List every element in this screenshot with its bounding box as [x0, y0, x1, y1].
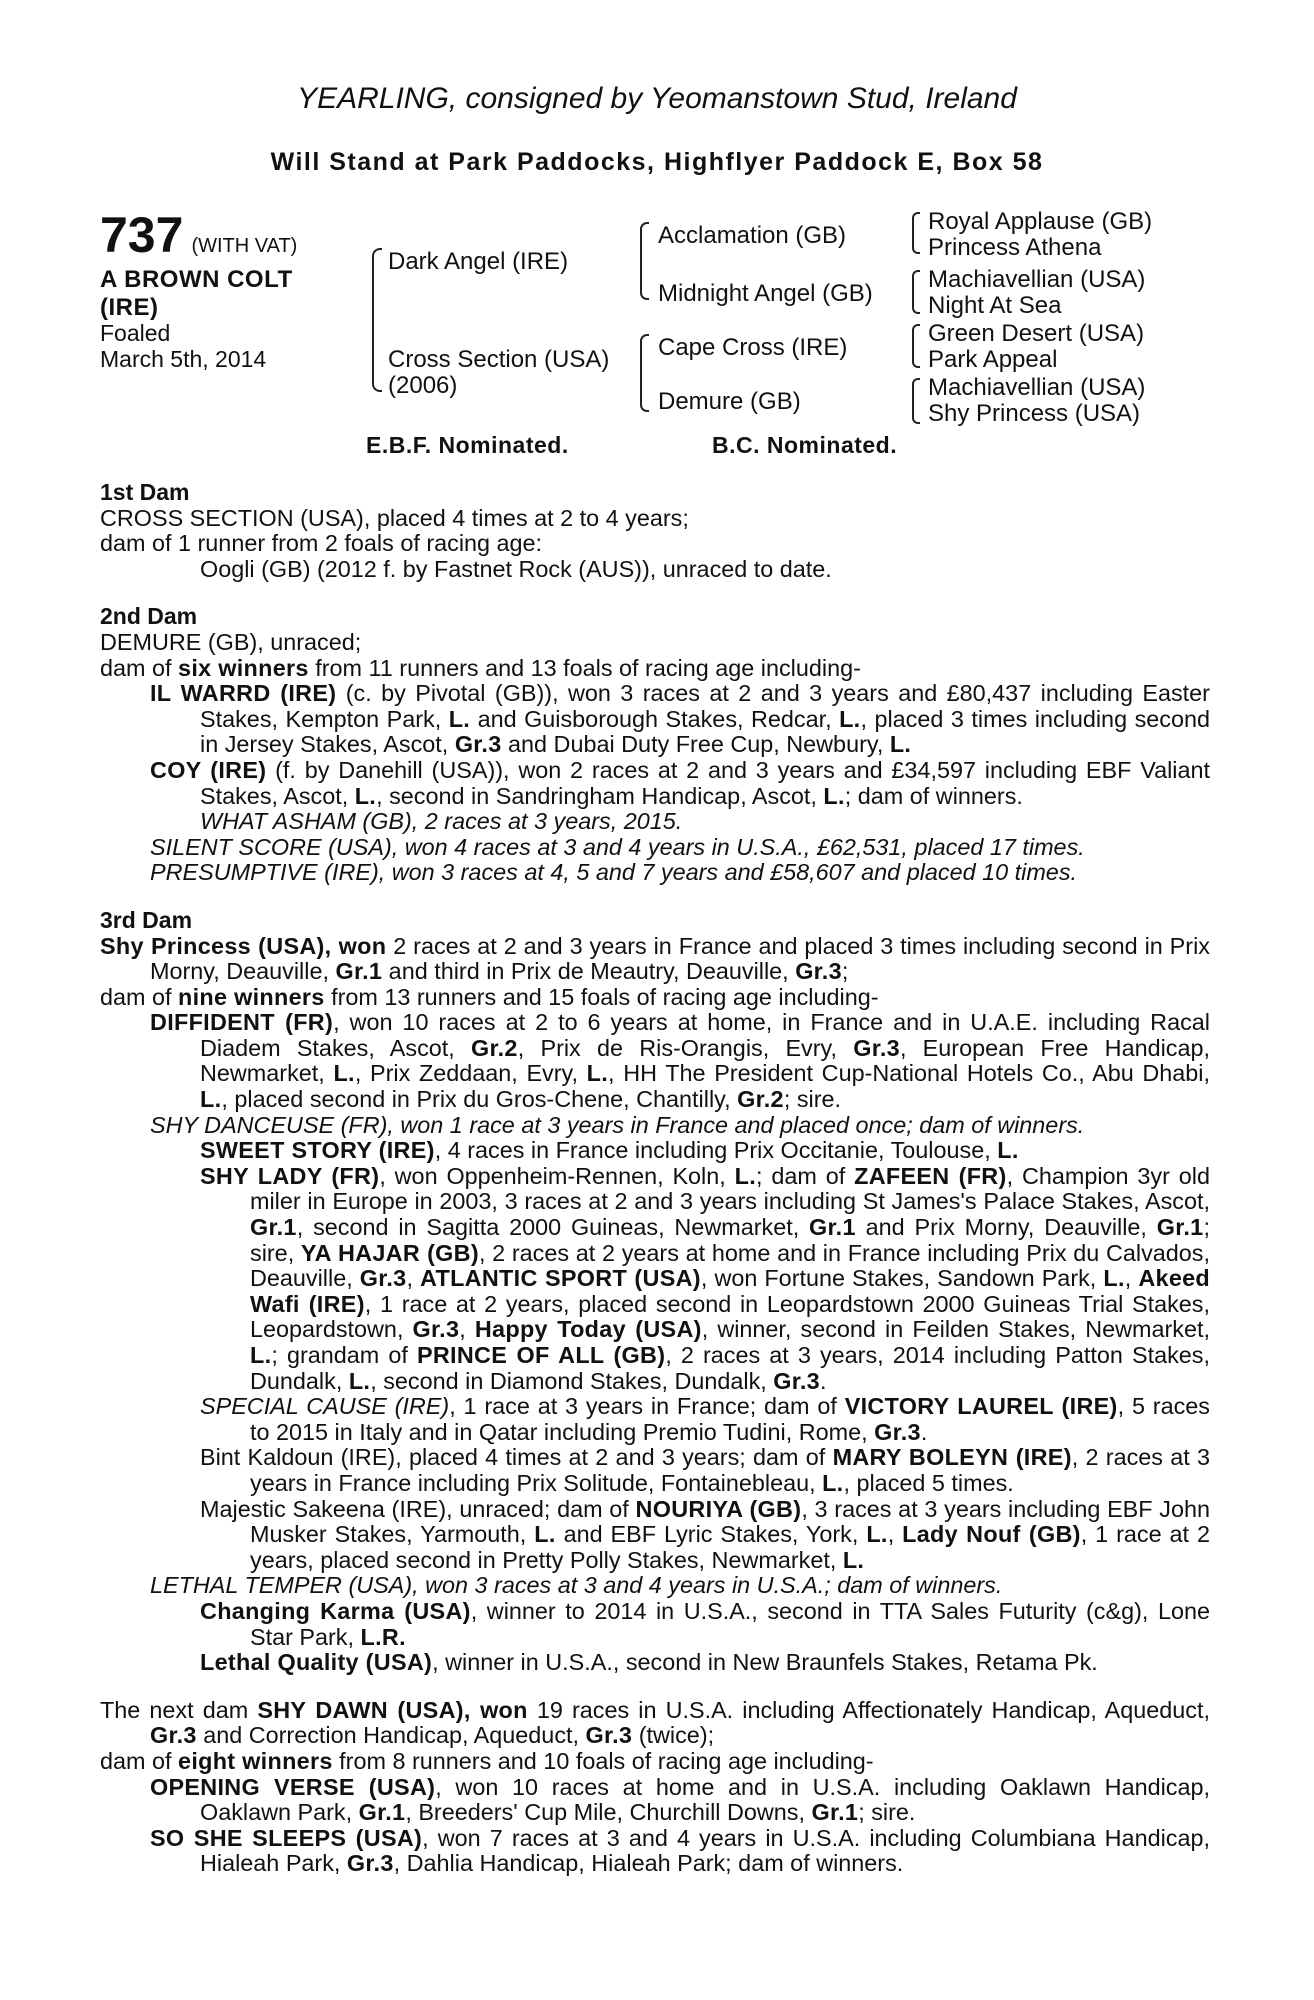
- pedigree-brace-g4: [912, 378, 920, 424]
- pedigree-gg-7: Machiavellian (USA): [928, 374, 1146, 401]
- third-dam-heading: 3rd Dam: [100, 906, 193, 933]
- first-dam-produce-line: dam of 1 runner from 2 foals of racing age:: [100, 530, 543, 557]
- produce-opening-verse: OPENING VERSE (USA), won 10 races at home and in U.S.A. including Oaklawn Handicap, Oaklawn Park, Gr.1, Breeders' Cup Mile, Churchill Downs, Gr.1; sire.: [150, 1773, 1210, 1826]
- next-dam-produce-line: dam of eight winners from 8 runners and 10 foals of racing age including-: [100, 1747, 874, 1774]
- catalogue-body: [100, 480, 1210, 1877]
- pedigree-dam-dam: Demure (GB): [658, 388, 801, 415]
- pedigree-dam-sire: Cape Cross (IRE): [658, 334, 848, 361]
- pedigree-brace-g2: [912, 270, 920, 314]
- produce-il-warrd: IL WARRD (IRE) (c. by Pivotal (GB)), won 3 races at 2 and 3 years and £80,437 including Easter Stakes, Kempton Park, L. and Guisborough Stakes, Redcar, L., placed 3 times including second in Jersey Stakes, Ascot, Gr.3 and Dubai Duty Free Cup, Newbury, L.: [150, 680, 1210, 758]
- pedigree-gg-4: Night At Sea: [928, 292, 1062, 319]
- lot-number: [100, 206, 297, 264]
- produce-silent-score: SILENT SCORE (USA), won 4 races at 3 and 4 years in U.S.A., £62,531, placed 17 times.: [150, 833, 1085, 860]
- first-dam-heading: 1st Dam: [100, 479, 190, 505]
- bc-nominated: B.C. Nominated.: [712, 432, 898, 458]
- pedigree-sire-dam: Midnight Angel (GB): [658, 280, 873, 307]
- produce-lethal-quality: Lethal Quality (USA), winner in U.S.A., second in New Braunfels Stakes, Retama Pk.: [200, 1649, 1098, 1676]
- produce-so-she-sleeps: SO SHE SLEEPS (USA), won 7 races at 3 and 4 years in U.S.A. including Columbiana Handicap, Hialeah Park, Gr.3, Dahlia Handicap, Hialeah Park; dam of winners.: [150, 1824, 1210, 1877]
- lot-description-country: (IRE): [100, 294, 159, 321]
- pedigree-brace-main: [372, 248, 382, 392]
- pedigree-sire-sire: Acclamation (GB): [658, 222, 847, 249]
- produce-lethal-temper: LETHAL TEMPER (USA), won 3 races at 3 and 4 years in U.S.A.; dam of winners.: [150, 1572, 1003, 1599]
- third-dam-line: Shy Princess (USA), won 2 races at 2 and 3 years in France and placed 3 times including second in Prix Morny, Deauville, Gr.1 and third in Prix de Meautry, Deauville, Gr.3;: [100, 932, 1210, 985]
- pedigree-gg-3: Machiavellian (USA): [928, 266, 1146, 293]
- pedigree-gg-1: Royal Applause (GB): [928, 208, 1153, 235]
- pedigree-sire: Dark Angel (IRE): [388, 248, 569, 275]
- next-dam-line: The next dam SHY DAWN (USA), won 19 races in U.S.A. including Affectionately Handicap, Aqueduct, Gr.3 and Correction Handicap, Aqueduct, Gr.3 (twice);: [100, 1696, 1210, 1749]
- produce-diffident: DIFFIDENT (FR), won 10 races at 2 to 6 years at home, in France and in U.A.E. including Racal Diadem Stakes, Ascot, Gr.2, Prix de Ris-Orangis, Evry, Gr.3, European Free Handicap, Newmarket, L., Prix Zeddaan, Evry, L., HH The President Cup-National Hotels Co., Abu Dhabi, L., placed second in Prix du Gros-Chene, Chantilly, Gr.2; sire.: [150, 1009, 1210, 1113]
- pedigree-brace-g1: [912, 212, 920, 254]
- pedigree-brace-sire: [640, 222, 649, 300]
- lot-number-value: 737: [100, 207, 184, 263]
- pedigree-gg-8: Shy Princess (USA): [928, 400, 1141, 427]
- third-dam-produce-line: dam of nine winners from 13 runners and 15 foals of racing age including-: [100, 983, 879, 1010]
- produce-special-cause: SPECIAL CAUSE (IRE), 1 race at 3 years in France; dam of VICTORY LAUREL (IRE), 5 races to 2015 in Italy and in Qatar including Premio Tudini, Rome, Gr.3.: [200, 1393, 1210, 1445]
- pedigree-dam: Cross Section (USA): [388, 346, 610, 373]
- lot-description: A BROWN COLT: [100, 266, 293, 293]
- produce-bint-kaldoun: Bint Kaldoun (IRE), placed 4 times at 2 and 3 years; dam of MARY BOLEYN (IRE), 2 races at 3 years in France including Prix Solitude, Fontainebleau, L., placed 5 times.: [200, 1444, 1211, 1496]
- produce-changing-karma: Changing Karma (USA), winner to 2014 in U.S.A., second in TTA Sales Futurity (c&g), Lone Star Park, L.R.: [200, 1597, 1210, 1650]
- first-dam-line: CROSS SECTION (USA), placed 4 times at 2 to 4 years;: [100, 504, 689, 531]
- produce-majestic-sakeena: Majestic Sakeena (IRE), unraced; dam of NOURIYA (GB), 3 races at 3 years including EBF John Musker Stakes, Yarmouth, L. and EBF Lyric Stakes, York, L., Lady Nouf (GB), 1 race at 2 years, placed second in Pretty Polly Stakes, Newmarket, L.: [200, 1495, 1211, 1573]
- second-dam-heading: 2nd Dam: [100, 603, 198, 630]
- pedigree-gg-5: Green Desert (USA): [928, 320, 1145, 347]
- page-header-title: YEARLING, consigned by Yeomanstown Stud, Ireland: [297, 82, 1017, 115]
- foaled-label: Foaled: [100, 320, 171, 346]
- vat-label: (WITH VAT): [191, 235, 298, 257]
- produce-sweet-story: SWEET STORY (IRE), 4 races in France including Prix Occitanie, Toulouse, L.: [200, 1137, 1019, 1164]
- pedigree-gg-2: Princess Athena: [928, 234, 1102, 261]
- pedigree-brace-dam: [640, 334, 649, 412]
- produce-what-asham: WHAT ASHAM (GB), 2 races at 3 years, 2015.: [200, 808, 683, 835]
- second-dam-produce-line: dam of six winners from 11 runners and 13 foals of racing age including-: [100, 654, 861, 681]
- ebf-nominated: E.B.F. Nominated.: [366, 432, 569, 458]
- stand-location: Will Stand at Park Paddocks, Highflyer Paddock E, Box 58: [270, 148, 1044, 176]
- second-dam-line: DEMURE (GB), unraced;: [100, 628, 362, 655]
- pedigree-gg-6: Park Appeal: [928, 346, 1058, 373]
- pedigree-brace-g3: [912, 324, 920, 368]
- produce-coy: COY (IRE) (f. by Danehill (USA)), won 2 races at 2 and 3 years and £34,597 including EBF Valiant Stakes, Ascot, L., second in Sandringham Handicap, Ascot, L.; dam of winners.: [150, 756, 1210, 809]
- produce-shy-lady: SHY LADY (FR), won Oppenheim-Rennen, Koln, L.; dam of ZAFEEN (FR), Champion 3yr old miler in Europe in 2003, 3 races at 2 and 3 years including St James's Palace Stakes, Ascot, Gr.1, second in Sagitta 2000 Guineas, Newmarket, Gr.1 and Prix Morny, Deauville, Gr.1; sire, YA HAJAR (GB), 2 races at 2 years at home and in France including Prix du Calvados, Deauville, Gr.3, ATLANTIC SPORT (USA), won Fortune Stakes, Sandown Park, L., Akeed Wafi (IRE), 1 race at 2 years, placed second in Leopardstown 2000 Guineas Trial Stakes, Leopardstown, Gr.3, Happy Today (USA), winner, second in Feilden Stakes, Newmarket, L.; grandam of PRINCE OF ALL (GB), 2 races at 3 years, 2014 including Patton Stakes, Dundalk, L., second in Diamond Stakes, Dundalk, Gr.3.: [200, 1162, 1211, 1394]
- pedigree-dam-year: (2006): [388, 372, 458, 399]
- produce-shy-danceuse: SHY DANCEUSE (FR), won 1 race at 3 years in France and placed once; dam of winners.: [150, 1111, 1085, 1138]
- foaled-date: March 5th, 2014: [100, 346, 267, 372]
- first-dam-foal: Oogli (GB) (2012 f. by Fastnet Rock (AUS)), unraced to date.: [200, 555, 832, 582]
- produce-presumptive: PRESUMPTIVE (IRE), won 3 races at 4, 5 and 7 years and £58,607 and placed 10 times.: [150, 859, 1078, 886]
